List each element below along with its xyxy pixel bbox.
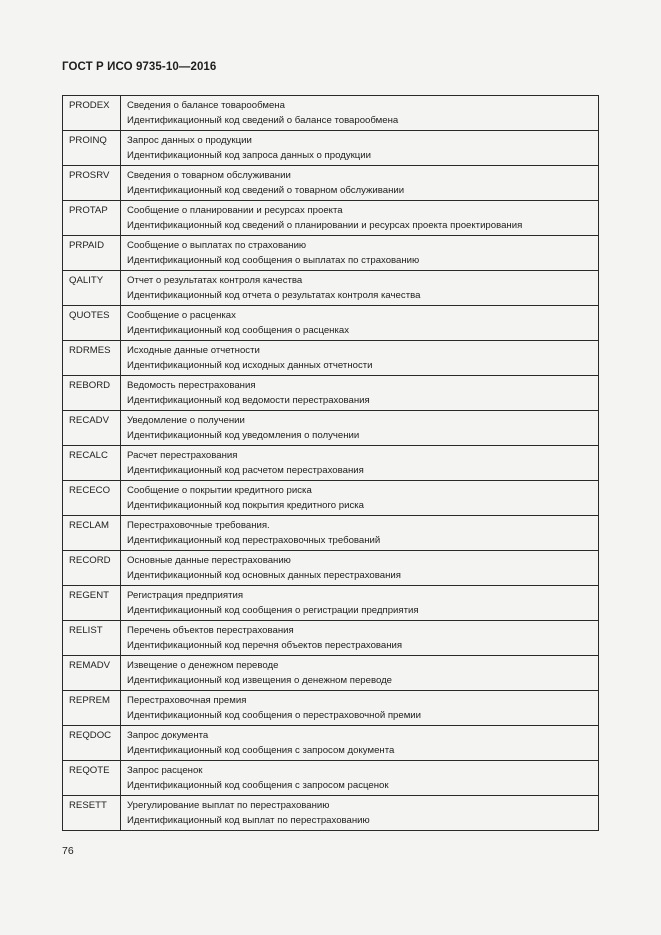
message-description-cell (121, 691, 599, 726)
message-description-cell (121, 726, 599, 761)
message-identifier-description: Идентификационный код сведений о балансе товарообмена (127, 115, 399, 127)
table-row (63, 621, 599, 656)
message-identifier-description: Идентификационный код расчетом перестрахования (127, 465, 364, 477)
message-code: RELIST (63, 621, 121, 656)
table-row (63, 551, 599, 586)
message-codes-table (62, 95, 599, 831)
message-identifier-description: Идентификационный код перестраховочных требований (127, 535, 381, 547)
message-identifier-description: Идентификационный код покрытия кредитного риска (127, 500, 365, 512)
message-code: QUOTES (63, 306, 121, 341)
message-code: RECORD (63, 551, 121, 586)
message-code: QALITY (63, 271, 121, 306)
message-code: RECLAM (63, 516, 121, 551)
message-description-cell (121, 306, 599, 341)
message-description-cell (121, 516, 599, 551)
table-row (63, 411, 599, 446)
message-code: RECECO (63, 481, 121, 516)
message-description-cell (121, 96, 599, 131)
message-description-cell (121, 621, 599, 656)
table-row (63, 306, 599, 341)
message-name: Регистрация предприятия (127, 590, 244, 601)
table-row (63, 446, 599, 481)
message-code: REQOTE (63, 761, 121, 796)
message-identifier-description: Идентификационный код извещения о денежном переводе (127, 675, 393, 687)
message-name: Сведения о балансе товарообмена (127, 100, 285, 111)
message-name: Ведомость перестрахования (127, 380, 256, 391)
table-row (63, 341, 599, 376)
table-row (63, 586, 599, 621)
table-row (63, 96, 599, 131)
table-row (63, 236, 599, 271)
message-identifier-description: Идентификационный код отчета о результатах контроля качества (127, 290, 421, 302)
message-name: Перестраховочные требования. (127, 520, 270, 531)
message-code: RECADV (63, 411, 121, 446)
message-code: REMADV (63, 656, 121, 691)
message-description-cell (121, 376, 599, 411)
table-body (63, 96, 599, 831)
message-code: REGENT (63, 586, 121, 621)
message-description-cell (121, 446, 599, 481)
message-code: RDRMES (63, 341, 121, 376)
message-name: Запрос документа (127, 730, 209, 741)
message-code: REQDOC (63, 726, 121, 761)
message-identifier-description: Идентификационный код запроса данных о продукции (127, 150, 372, 162)
table-row (63, 131, 599, 166)
document-header: ГОСТ Р ИСО 9735-10—2016 (62, 61, 217, 73)
table-row (63, 796, 599, 831)
message-description-cell (121, 656, 599, 691)
table-row (63, 516, 599, 551)
table-row (63, 656, 599, 691)
message-identifier-description: Идентификационный код сообщения с запросом документа (127, 745, 395, 757)
message-name: Расчет перестрахования (127, 450, 238, 461)
table-row (63, 376, 599, 411)
message-name: Сообщение о покрытии кредитного риска (127, 485, 312, 496)
message-description-cell (121, 761, 599, 796)
message-identifier-description: Идентификационный код исходных данных отчетности (127, 360, 373, 372)
message-code: REPREM (63, 691, 121, 726)
message-identifier-description: Идентификационный код сообщения о перестраховочной премии (127, 710, 422, 722)
table-row (63, 726, 599, 761)
message-code: REBORD (63, 376, 121, 411)
message-identifier-description: Идентификационный код сообщения о регистрации предприятия (127, 605, 419, 617)
message-code: RECALC (63, 446, 121, 481)
message-name: Извещение о денежном переводе (127, 660, 279, 671)
message-description-cell (121, 481, 599, 516)
message-identifier-description: Идентификационный код ведомости перестрахования (127, 395, 370, 407)
message-code: PROTAP (63, 201, 121, 236)
message-code: RESETT (63, 796, 121, 831)
message-code: PRPAID (63, 236, 121, 271)
table-row (63, 201, 599, 236)
message-identifier-description: Идентификационный код сообщения о выплатах по страхованию (127, 255, 420, 267)
message-name: Сообщение о расценках (127, 310, 236, 321)
message-name: Исходные данные отчетности (127, 345, 260, 356)
message-name: Сообщение о выплатах по страхованию (127, 240, 307, 251)
message-description-cell (121, 271, 599, 306)
message-identifier-description: Идентификационный код сведений о планировании и ресурсах проекта проектирования (127, 220, 523, 232)
message-code: PROSRV (63, 166, 121, 201)
message-name: Основные данные перестрахованию (127, 555, 291, 566)
message-description-cell (121, 131, 599, 166)
message-description-cell (121, 236, 599, 271)
message-name: Запрос расценок (127, 765, 203, 776)
message-code: PROINQ (63, 131, 121, 166)
page-number: 76 (62, 845, 74, 857)
message-name: Запрос данных о продукции (127, 135, 252, 146)
message-code: PRODEX (63, 96, 121, 131)
message-identifier-description: Идентификационный код сведений о товарном обслуживании (127, 185, 405, 197)
message-identifier-description: Идентификационный код сообщения с запросом расценок (127, 780, 389, 792)
message-name: Сообщение о планировании и ресурсах проекта (127, 205, 343, 216)
message-name: Сведения о товарном обслуживании (127, 170, 291, 181)
message-identifier-description: Идентификационный код сообщения о расценках (127, 325, 350, 337)
message-description-cell (121, 166, 599, 201)
message-description-cell (121, 796, 599, 831)
message-name: Уведомление о получении (127, 415, 245, 426)
message-description-cell (121, 551, 599, 586)
table-row (63, 166, 599, 201)
message-name: Отчет о результатах контроля качества (127, 275, 303, 286)
message-identifier-description: Идентификационный код перечня объектов перестрахования (127, 640, 403, 652)
message-name: Урегулирование выплат по перестрахованию (127, 800, 330, 811)
table-row (63, 481, 599, 516)
table-row (63, 761, 599, 796)
table-row (63, 691, 599, 726)
message-description-cell (121, 586, 599, 621)
message-name: Перестраховочная премия (127, 695, 247, 706)
message-description-cell (121, 341, 599, 376)
message-description-cell (121, 411, 599, 446)
message-description-cell (121, 201, 599, 236)
table-row (63, 271, 599, 306)
message-identifier-description: Идентификационный код основных данных перестрахования (127, 570, 401, 582)
message-name: Перечень объектов перестрахования (127, 625, 294, 636)
message-identifier-description: Идентификационный код выплат по перестрахованию (127, 815, 370, 827)
message-identifier-description: Идентификационный код уведомления о получении (127, 430, 360, 442)
